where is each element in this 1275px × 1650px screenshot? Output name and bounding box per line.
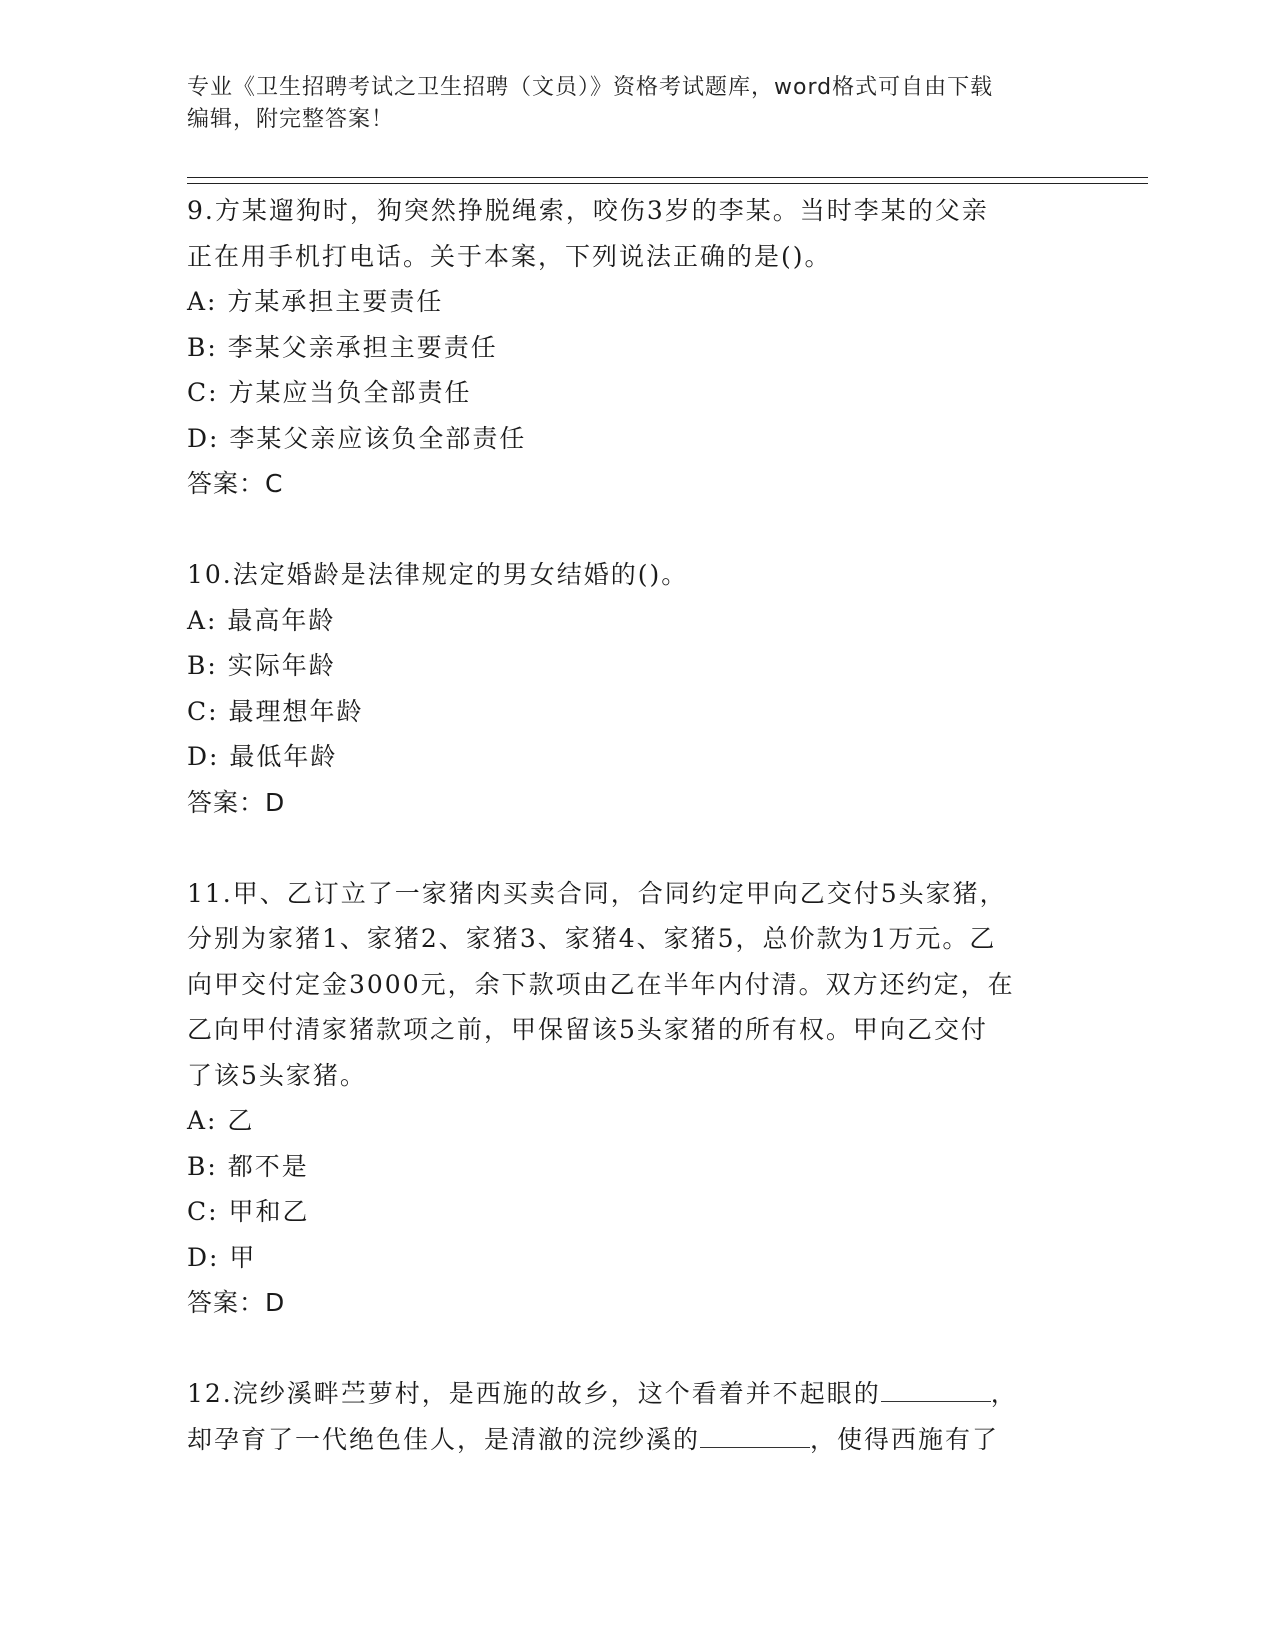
- option-a: A: 方某承担主要责任: [187, 287, 444, 316]
- stem-text: 却孕育了一代绝色佳人，是清澈的浣纱溪的: [187, 1424, 701, 1454]
- question-stem-line: 11.甲、乙订立了一家猪肉买卖合同，合同约定甲向乙交付5头家猪，: [187, 878, 1007, 908]
- question-12: [187, 1371, 1087, 1462]
- spacer: [187, 1326, 1087, 1372]
- question-stem-line: [187, 1417, 1087, 1463]
- option-a: A: 最高年龄: [187, 605, 336, 635]
- spacer: [187, 825, 1087, 871]
- fill-in-blank: [700, 1421, 810, 1448]
- question-stem-line: 10.法定婚龄是法律规定的男女结婚的()。: [187, 560, 689, 589]
- option-b: B: 都不是: [187, 1151, 309, 1181]
- header-divider-top: [187, 177, 1148, 178]
- fill-in-blank: [881, 1375, 991, 1402]
- option-d: D: 甲: [187, 1242, 257, 1272]
- answer-text: 答案：C: [187, 469, 284, 498]
- stem-text: ，: [990, 1379, 1018, 1408]
- option-b: B: 李某父亲承担主要责任: [187, 332, 498, 362]
- question-stem-line: 正在用手机打电话。关于本案，下列说法正确的是()。: [187, 241, 832, 271]
- question-stem-line: 分别为家猪1、家猪2、家猪3、家猪4、家猪5，总价款为1万元。乙: [187, 924, 997, 953]
- header-line-2: 编辑，附完整答案！: [187, 107, 395, 132]
- question-stem-line: [187, 1371, 1087, 1417]
- option-d: D: 最低年龄: [187, 742, 338, 771]
- answer-text: 答案：D: [187, 787, 286, 817]
- option-c: C: 方某应当负全部责任: [187, 378, 472, 407]
- option-b: B: 实际年龄: [187, 651, 336, 680]
- question-stem-line: 了该5头家猪。: [187, 1060, 367, 1090]
- header-divider-bottom: [187, 183, 1148, 184]
- header-line-1: 专业《卫生招聘考试之卫生招聘（文员）》资格考试题库，word格式可自由下载: [187, 75, 994, 100]
- option-c: C: 最理想年龄: [187, 696, 364, 726]
- question-9: [187, 188, 1087, 507]
- question-stem-line: 乙向甲付清家猪款项之前，甲保留该5头家猪的所有权。甲向乙交付: [187, 1015, 988, 1044]
- option-d: D: 李某父亲应该负全部责任: [187, 423, 527, 453]
- option-a: A: 乙: [187, 1106, 255, 1135]
- document-header: [187, 72, 1067, 136]
- answer-text: 答案：D: [187, 1288, 286, 1317]
- option-c: C: 甲和乙: [187, 1197, 310, 1226]
- question-stem-line: 向甲交付定金3000元，余下款项由乙在半年内付清。双方还约定，在: [187, 969, 1015, 999]
- question-11: [187, 871, 1087, 1326]
- question-list: [187, 188, 1087, 1462]
- spacer: [187, 507, 1087, 553]
- stem-text: 12.浣纱溪畔苎萝村，是西施的故乡，这个看着并不起眼的: [187, 1379, 881, 1408]
- question-stem-line: 9.方某遛狗时，狗突然挣脱绳索，咬伤3岁的李某。当时李某的父亲: [187, 196, 989, 225]
- question-10: [187, 552, 1087, 825]
- stem-text: ，使得西施有了: [810, 1424, 1000, 1454]
